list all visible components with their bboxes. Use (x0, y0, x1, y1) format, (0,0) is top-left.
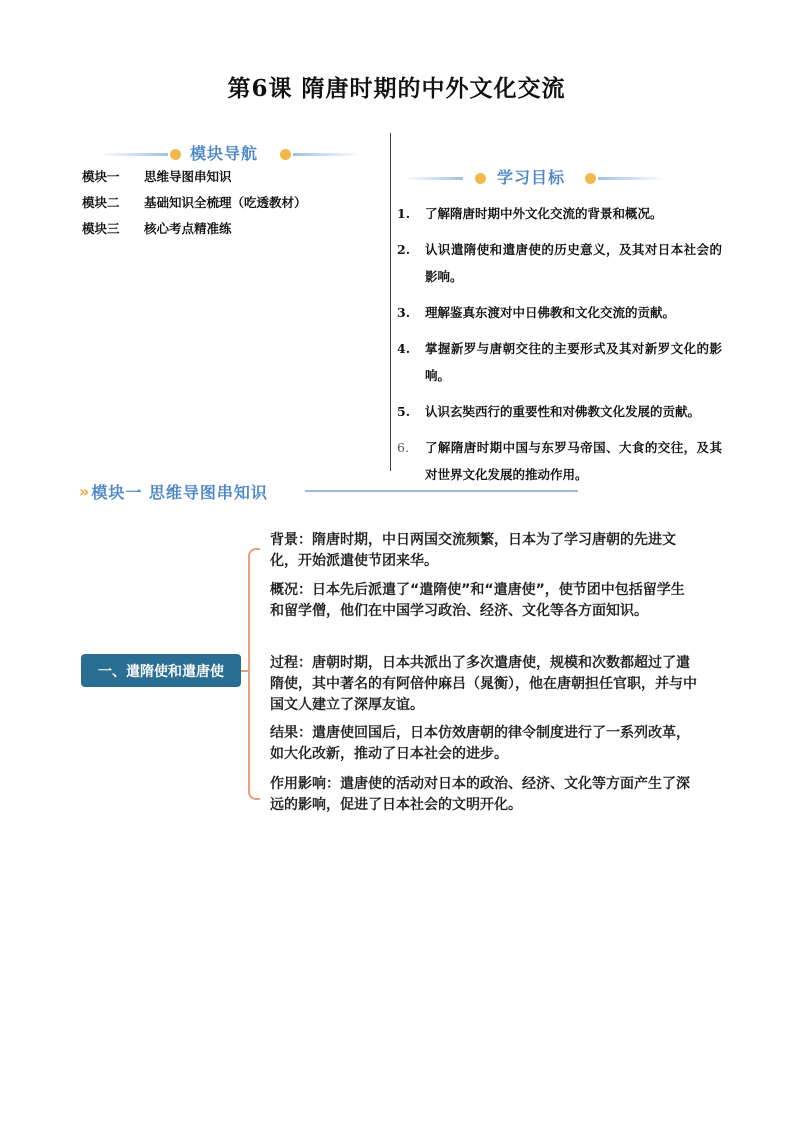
mindmap-branch-background: 背景：隋唐时期，中日两国交流频繁，日本为了学习唐朝的先进文化，开始派遣使节团来华。 (270, 532, 676, 569)
double-chevron-icon: » (79, 481, 86, 501)
goal-text: 了解隋唐时期中国与东罗马帝国、大食的交往，及其对世界文化发展的推动作用。 (425, 440, 722, 482)
nav-heading-dot-right (280, 149, 291, 160)
goal-item (397, 398, 722, 425)
goal-item (397, 200, 722, 227)
goal-text: 认识玄奘西行的重要性和对佛教文化发展的贡献。 (425, 404, 701, 419)
goal-number: 2. (397, 242, 411, 257)
module-nav-text: 基础知识全梳理（吃透教材） (144, 195, 307, 210)
goal-number: 3. (397, 305, 411, 320)
section-heading-text: 模块一 思维导图串知识 (91, 482, 268, 502)
mindmap-branch-process: 过程：唐朝时期，日本共派出了多次遣唐使，规模和次数都超过了遣隋使，其中著名的有阿倍仲麻吕（晁衡），他在唐朝担任官职，并与中国文人建立了深厚友谊。 (270, 655, 697, 713)
module-nav-key: 模块一 (82, 169, 120, 184)
nav-heading (100, 141, 360, 167)
goal-text: 认识遣隋使和遣唐使的历史意义，及其对日本社会的影响。 (425, 242, 722, 284)
goal-number: 4. (397, 341, 411, 356)
mindmap-branch-impact: 作用影响：遣唐使的活动对日本的政治、经济、文化等方面产生了深远的影响，促进了日本社会的文明开化。 (270, 776, 690, 813)
module-nav-item[interactable] (82, 167, 307, 193)
goals-heading-label: 学习目标 (497, 168, 566, 187)
goal-item (397, 299, 722, 326)
goals-heading-dot-left (475, 173, 486, 184)
module-nav-key: 模块二 (82, 195, 120, 210)
module-nav-list (82, 167, 307, 245)
nav-heading-label: 模块导航 (190, 144, 259, 163)
goals-heading (405, 165, 665, 191)
goal-number: 5. (397, 404, 411, 419)
section-heading-rule (305, 490, 578, 492)
goal-number: 1. (397, 206, 411, 221)
goals-heading-line-right (598, 177, 665, 180)
mindmap-branch-overview: 概况：日本先后派遣了“遣隋使”和“遣唐使”，使节团中包括留学生和留学僧，他们在中国学习政治、经济、文化等各方面知识。 (270, 582, 685, 619)
goal-text: 了解隋唐时期中外文化交流的背景和概况。 (425, 206, 663, 221)
goal-number: 6. (397, 440, 409, 455)
section-heading (79, 480, 268, 502)
mindmap-brace (248, 548, 260, 800)
page-title: 第6课 隋唐时期的中外文化交流 (227, 75, 566, 102)
nav-heading-line-right (293, 153, 360, 156)
module-nav-key: 模块三 (82, 221, 120, 236)
module-nav-item[interactable] (82, 219, 307, 245)
goal-item (397, 335, 722, 389)
module-nav-text: 核心考点精准练 (144, 221, 232, 236)
module-nav-text: 思维导图串知识 (144, 169, 232, 184)
column-divider (390, 133, 391, 471)
goal-item (397, 236, 722, 290)
nav-heading-line-left (100, 153, 168, 156)
goal-item (397, 434, 722, 488)
nav-heading-dot-left (170, 149, 181, 160)
goals-heading-dot-right (585, 173, 596, 184)
mindmap-branch-result: 结果：遣唐使回国后，日本仿效唐朝的律令制度进行了一系列改革，如大化改新，推动了日本社会的进步。 (270, 725, 690, 762)
module-nav-item[interactable] (82, 193, 307, 219)
goal-text: 掌握新罗与唐朝交往的主要形式及其对新罗文化的影响。 (425, 341, 722, 383)
goal-text: 理解鉴真东渡对中日佛教和文化交流的贡献。 (425, 305, 676, 320)
mindmap-topic-node: 一、遣隋使和遣唐使 (81, 654, 241, 687)
goals-heading-line-left (405, 177, 463, 180)
learning-goals-list (397, 200, 722, 497)
